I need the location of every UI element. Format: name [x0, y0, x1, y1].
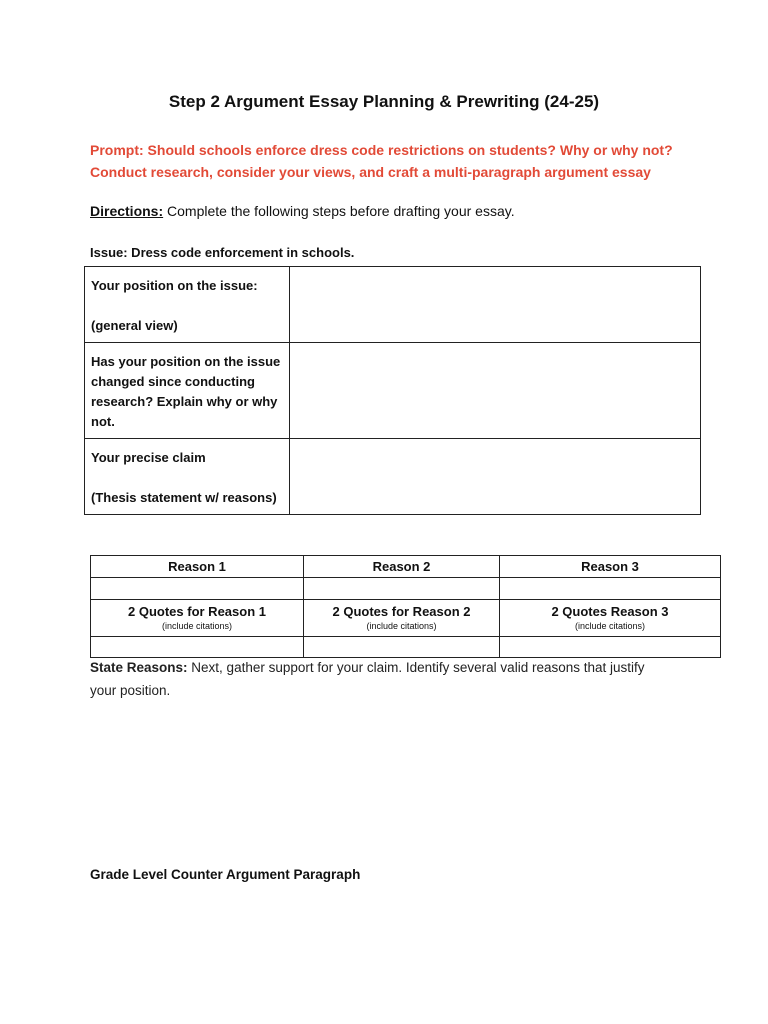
reasons-header-row: [91, 556, 721, 578]
prompt-label: Prompt:: [90, 142, 144, 158]
directions: [90, 203, 515, 219]
reason-3-field[interactable]: [500, 578, 721, 600]
quotes-3-field[interactable]: [500, 637, 721, 658]
position-answer-field[interactable]: [290, 267, 701, 343]
position-question: [85, 439, 290, 515]
issue-statement: Issue: Dress code enforcement in schools.: [90, 245, 355, 260]
page-title: Step 2 Argument Essay Planning & Prewriting (24-25): [168, 92, 600, 111]
state-reasons: [90, 656, 670, 702]
reason-2-field[interactable]: [304, 578, 500, 600]
reason-1-field[interactable]: [91, 578, 304, 600]
counter-argument-heading: Grade Level Counter Argument Paragraph: [90, 867, 361, 882]
quotes-1-label: 2 Quotes for Reason 1: [128, 604, 266, 619]
prompt-block: [90, 139, 690, 183]
position-row: [85, 267, 701, 343]
reasons-table: [90, 555, 721, 658]
reason-3-header: Reason 3: [500, 556, 721, 578]
quotes-2-field[interactable]: [304, 637, 500, 658]
quotes-header-row: [91, 600, 721, 637]
position-question-subline: (general view): [91, 318, 178, 333]
position-answer-field[interactable]: [290, 439, 701, 515]
prompt-line-2: Conduct research, consider your views, and craft a multi-paragraph argument essay: [90, 164, 651, 180]
quotes-input-row: [91, 637, 721, 658]
directions-label: Directions:: [90, 203, 164, 219]
position-table: [84, 266, 701, 515]
quotes-3-label: 2 Quotes Reason 3: [551, 604, 669, 619]
reasons-input-row: [91, 578, 721, 600]
position-question-line: Your position on the issue:: [91, 278, 258, 293]
citation-note: (include citations): [574, 621, 646, 631]
quotes-2-label: 2 Quotes for Reason 2: [332, 604, 471, 619]
reason-2-header: Reason 2: [304, 556, 500, 578]
citation-note: (include citations): [366, 621, 437, 631]
position-question: [85, 343, 290, 439]
position-question: [85, 267, 290, 343]
quotes-3-header: [500, 600, 721, 637]
position-answer-field[interactable]: [290, 343, 701, 439]
position-row: [85, 343, 701, 439]
directions-text: Complete the following steps before drafting your essay.: [163, 203, 515, 219]
quotes-2-header: [304, 600, 500, 637]
position-row: [85, 439, 701, 515]
prompt-line-1: Should schools enforce dress code restrictions on students? Why or why not?: [143, 142, 673, 158]
position-question-line: Has your position on the issue changed since conducting research? Explain why or why not.: [91, 354, 281, 429]
quotes-1-field[interactable]: [91, 637, 304, 658]
position-question-subline: (Thesis statement w/ reasons): [91, 490, 277, 505]
reason-1-header: Reason 1: [91, 556, 304, 578]
quotes-1-header: [91, 600, 304, 637]
position-question-line: Your precise claim: [91, 450, 206, 465]
citation-note: (include citations): [161, 621, 233, 631]
state-reasons-text: Next, gather support for your claim. Identify several valid reasons that justify your position.: [90, 660, 645, 698]
state-reasons-label: State Reasons:: [90, 660, 188, 675]
